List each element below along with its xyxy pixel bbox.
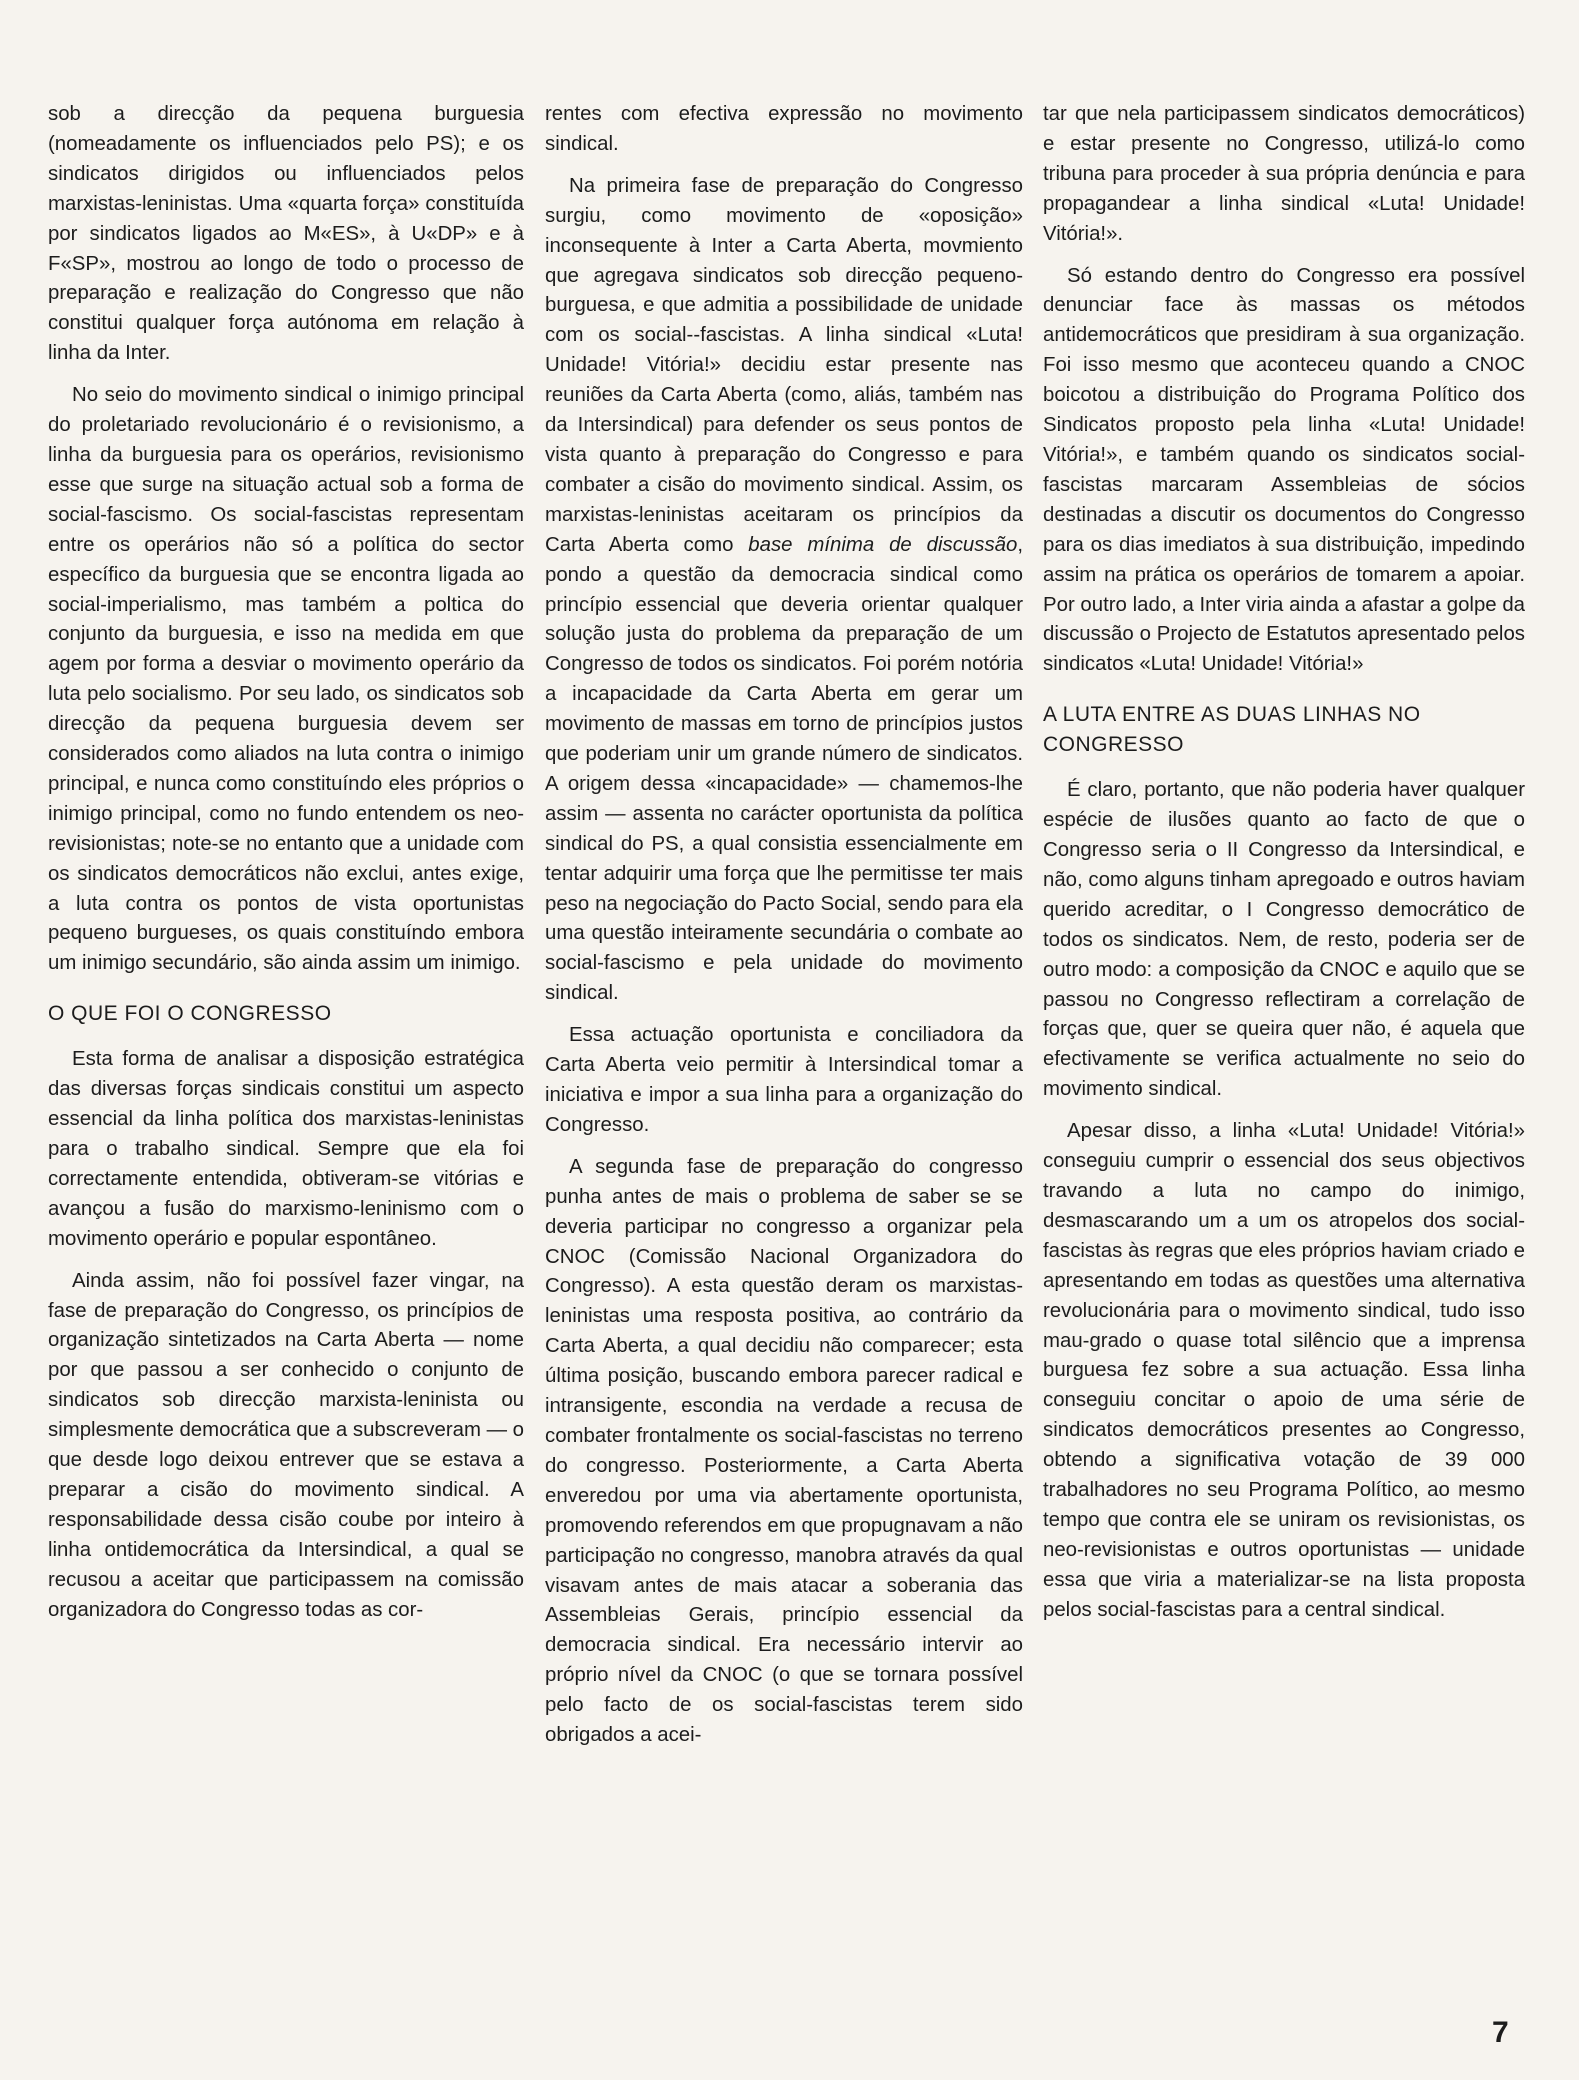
paragraph: sob a direcção da pequena burguesia (nomeadamente os influenciados pelo PS); e os sindicatos dirigidos ou influenciados pelos marxistas-leninistas. Uma «quarta força» constituída por sindicatos ligados ao M«ES», à U«DP» e à F«SP», mostrou ao longo de todo o processo de preparação e realização do Congresso que não constitui qualquer força autónoma em relação à linha da Inter.: [48, 103, 524, 365]
page-number: 7: [1492, 2016, 1509, 2049]
column-1: [48, 100, 524, 1638]
paragraph: [545, 172, 1023, 1009]
paragraph-text: Na primeira fase de preparação do Congresso surgiu, como movimento de «oposição» inconsequente à Inter a Carta Aberta, movmiento que agregava sindicatos sob direcção pequeno-burguesa, e que admitia a possibilidade de unidade com os social--fascistas. A linha sindical «Luta! Unidade! Vitória!» decidiu estar presente nas reuniões da Carta Aberta (como, aliás, também nas da Intersindical) para defender os seus pontos de vista quanto à preparação do Congresso e para combater a cisão do movimento sindical. Assim, os marxistas-leninistas aceitaram os princípios da Carta Aberta como: [545, 174, 1023, 556]
paragraph: No seio do movimento sindical o inimigo principal do proletariado revolucionário é o revisionismo, a linha da burguesia para os operários, revisionismo esse que surge na situação actual sob a forma de social-fascismo. Os social-fascistas representam entre os operários não só a política do sector específico da burguesia que se encontra ligada ao social-imperialismo, mas também a poltica do conjunto da burguesia, e isso na medida em que agem por forma a desviar o movimento operário da luta pelo socialismo. Por seu lado, os sindicatos sob direcção da pequena burguesia devem ser considerados como aliados na luta contra o inimigo principal, e nunca como constituíndo eles próprios o inimigo principal, como no fundo entendem os neo-revisionistas; note-se no entanto que a unidade com os sindicatos democráticos não exclui, antes exige, a luta contra os pontos de vista oportunistas pequeno burgueses, os quais constituíndo embora um inimigo secundário, são ainda assim um inimigo.: [48, 384, 524, 975]
paragraph-text: , pondo a questão da democracia sindical como princípio essencial que deveria orientar qualquer solução justa do problema da preparação de um Congresso de todos os sindicatos. Foi porém notória a incapacidade da Carta Aberta em gerar um movimento de massas em torno de princípios justos que poderiam unir um grande número de sindicatos. A origem dessa «incapacidade» — chamemos-lhe assim — assenta no carácter oportunista da política sindical do PS, a qual consistia essencialmente em tentar adquirir uma força que lhe permitisse ter mais peso na negociação do Pacto Social, sendo para ela uma questão inteiramente secundária o combate ao social-fascismo e pela unidade do movimento sindical.: [545, 533, 1023, 1005]
paragraph: A segunda fase de preparação do congresso punha antes de mais o problema de saber se se deveria participar no congresso a organizar pela CNOC (Comissão Nacional Organizadora do Congresso). A esta questão deram os marxistas-leninistas uma resposta positiva, ao contrário da Carta Aberta, a qual decidiu não comparecer; esta última posição, buscando embora parecer radical e intransigente, escondia na verdade a recusa de combater frontalmente os social-fascistas no terreno do congresso. Posteriormente, a Carta Aberta enveredou por uma via abertamente oportunista, promovendo referendos em que propugnavam a não participação no congresso, manobra através da qual visavam antes de mais atacar a soberania das Assembleias Gerais, princípio essencial da democracia sindical. Era necessário intervir ao próprio nível da CNOC (o que se tornara possível pelo facto de os social-fascistas terem sido obrigados a acei-: [545, 1155, 1023, 1747]
paragraph: Esta forma de analisar a disposição estratégica das diversas forças sindicais constitui um aspecto essencial da linha política dos marxistas-leninistas para o trabalho sindical. Sempre que ela foi correctamente entendida, obtiveram-se vitórias e avançou a fusão do marxismo-leninismo com o movimento operário e popular espontâneo.: [48, 1048, 524, 1250]
section-heading: A LUTA ENTRE AS DUAS LINHAS NO CONGRESSO: [1043, 703, 1421, 757]
column-3: [1043, 100, 1525, 1638]
paragraph: Apesar disso, a linha «Luta! Unidade! Vitória!» conseguiu cumprir o essencial dos seus objectivos travando a luta no campo do inimigo, desmascarando um a um os atropelos dos social-fascistas às regras que eles próprios haviam criado e apresentando em todas as questões uma alternativa revolucionária para o movimento sindical, tudo isso mau-grado o quase total silêncio que a imprensa burguesa fez sobre a sua actuação. Essa linha conseguiu concitar o apoio de uma série de sindicatos democráticos presentes ao Congresso, obtendo a significativa votação de 39 000 trabalhadores no seu Programa Político, ao mesmo tempo que contra ele se uniram os revisionistas, os neo-revisionistas e outros oportunistas — unidade essa que viria a materializar-se na lista proposta pelos social-fascistas para a central sindical.: [1043, 1120, 1525, 1621]
section-heading: O QUE FOI O CONGRESSO: [48, 1002, 332, 1026]
paragraph: Essa actuação oportunista e conciliadora da Carta Aberta veio permitir à Intersindical tomar a iniciativa e impor a sua linha para a organização do Congresso.: [545, 1024, 1023, 1136]
paragraph: Só estando dentro do Congresso era possível denunciar face às massas os métodos antidemocráticos que presidiram à sua organização. Foi isso mesmo que aconteceu quando a CNOC boicotou a distribuição do Programa Político dos Sindicatos proposto pela linha «Luta! Unidade! Vitória!», e também quando os sindicatos social-fascistas marcaram Assembleias de sócios destinadas a discutir os documentos do Congresso para os dias imediatos à sua distribuição, impedindo assim na prática os operários de tomarem a apoiar. Por outro lado, a Inter viria ainda a afastar a golpe da discussão o Projecto de Estatutos apresentado pelos sindicatos «Luta! Unidade! Vitória!»: [1043, 264, 1525, 676]
paragraph: Ainda assim, não foi possível fazer vingar, na fase de preparação do Congresso, os princípios de organização sintetizados na Carta Aberta — nome por que passou a ser conhecido o conjunto de sindicatos sob direcção marxista-leninista ou simplesmente democrática que a subscreveram — o que desde logo deixou entrever que se estava a preparar a cisão do movimento sindical. A responsabilidade dessa cisão coube por inteiro à linha ontidemocrática da Intersindical, a qual se recusou a aceitar que participassem na comissão organizadora do Congresso todas as cor-: [48, 1269, 524, 1621]
paragraph: É claro, portanto, que não poderia haver qualquer espécie de ilusões quanto ao facto de que o Congresso seria o II Congresso da Intersindical, e não, como alguns tinham apregoado e outros haviam querido acreditar, o I Congresso democrático de todos os sindicatos. Nem, de resto, poderia ser de outro modo: a composição da CNOC e aquilo que se passou no Congresso reflectiram a correlação de forças que, quer se queira quer não, é aquela que efectivamente se verifica actualmente no seio do movimento sindical.: [1043, 779, 1525, 1101]
emphasis-text: base mínima de discussão: [748, 533, 1018, 556]
paragraph: tar que nela participassem sindicatos democráticos) e estar presente no Congresso, utilizá-lo como tribuna para proceder à sua própria denúncia e para propagandear a linha sindical «Luta! Unidade! Vitória!».: [1043, 103, 1525, 245]
paragraph: rentes com efectiva expressão no movimento sindical.: [545, 103, 1023, 155]
column-2: [545, 100, 1023, 1763]
